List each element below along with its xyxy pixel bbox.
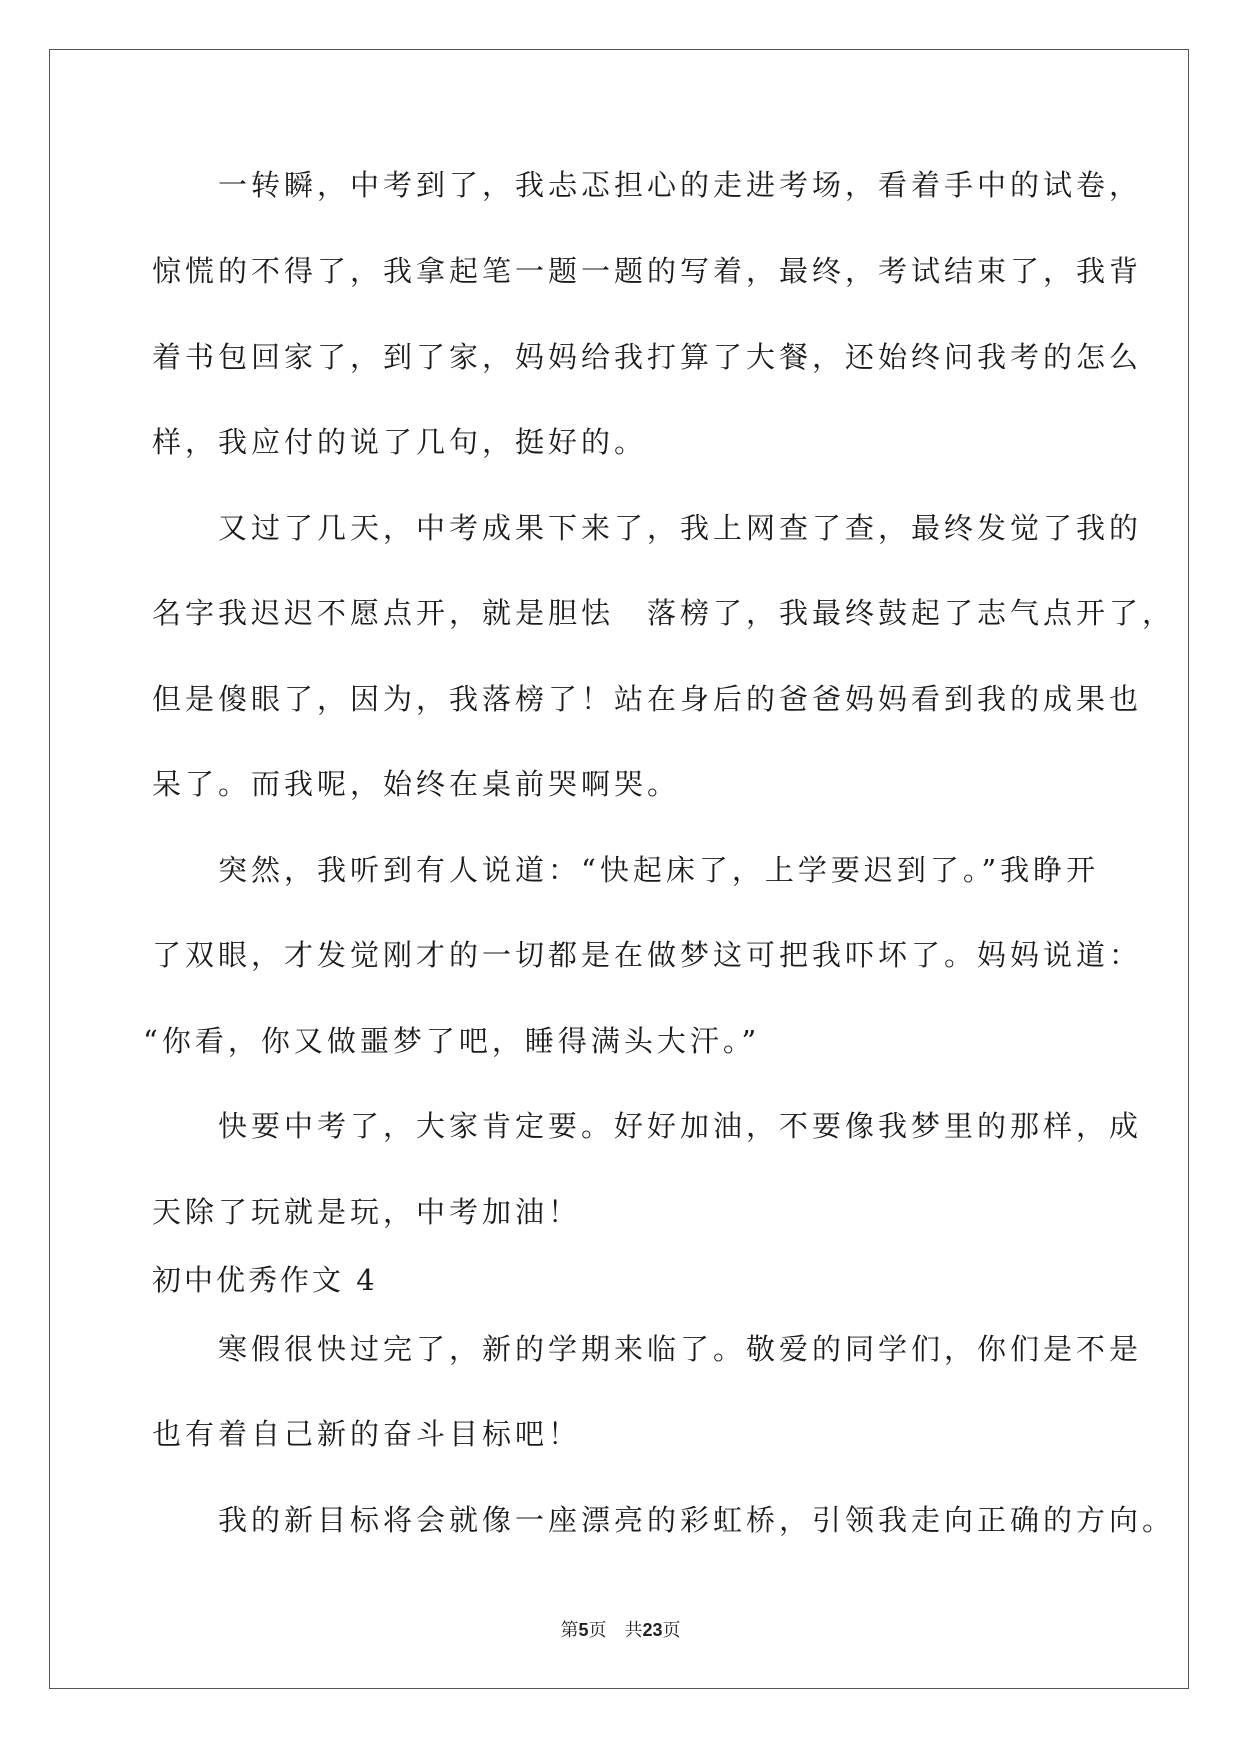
text-line: “你看，你又做噩梦了吧，睡得满头大汗。” (143, 1024, 761, 1058)
text-line: 名字我迟迟不愿点开，就是胆怯 落榜了，我最终鼓起了志气点开了， (152, 596, 1176, 630)
text-line: 样，我应付的说了几句，挺好的。 (152, 425, 648, 459)
text-line: 了双眼，才发觉刚才的一切都是在做梦这可把我吓坏了。妈妈说道： (152, 938, 1143, 972)
section-heading: 初中优秀作文 4 (152, 1263, 378, 1297)
text-line: 又过了几天，中考成果下来了，我上网查了查，最终发觉了我的 (152, 511, 1143, 545)
text-line: 我的新目标将会就像一座漂亮的彩虹桥，引领我走向正确的方向。 (152, 1503, 1176, 1537)
text-line: 快要中考了，大家肯定要。好好加油，不要像我梦里的那样，成 (152, 1109, 1143, 1143)
text-line: 一转瞬，中考到了，我忐忑担心的走进考场，看着手中的试卷， (152, 168, 1143, 202)
footer-mid: 页 共 (588, 1620, 643, 1641)
text-line: 寒假很快过完了，新的学期来临了。敬爱的同学们，你们是不是 (152, 1332, 1143, 1366)
footer-suffix: 页 (662, 1620, 681, 1641)
text-line: 突然，我听到有人说道：“快起床了，上学要迟到了。”我睁开 (152, 853, 1100, 887)
text-line: 着书包回家了，到了家，妈妈给我打算了大餐，还始终问我考的怎么 (152, 340, 1143, 374)
page-footer (0, 1616, 1241, 1642)
text-line: 也有着自己新的奋斗目标吧！ (152, 1417, 582, 1451)
footer-page-number: 5 (578, 1620, 589, 1640)
text-line: 呆了。而我呢，始终在桌前哭啊哭。 (152, 767, 681, 801)
text-line: 惊慌的不得了，我拿起笔一题一题的写着，最终，考试结束了，我背 (152, 254, 1143, 288)
footer-prefix: 第 (560, 1620, 579, 1641)
footer-total-pages: 23 (642, 1620, 663, 1640)
text-line: 天除了玩就是玩，中考加油！ (152, 1195, 582, 1229)
text-line: 但是傻眼了，因为，我落榜了！站在身后的爸爸妈妈看到我的成果也 (152, 682, 1143, 716)
